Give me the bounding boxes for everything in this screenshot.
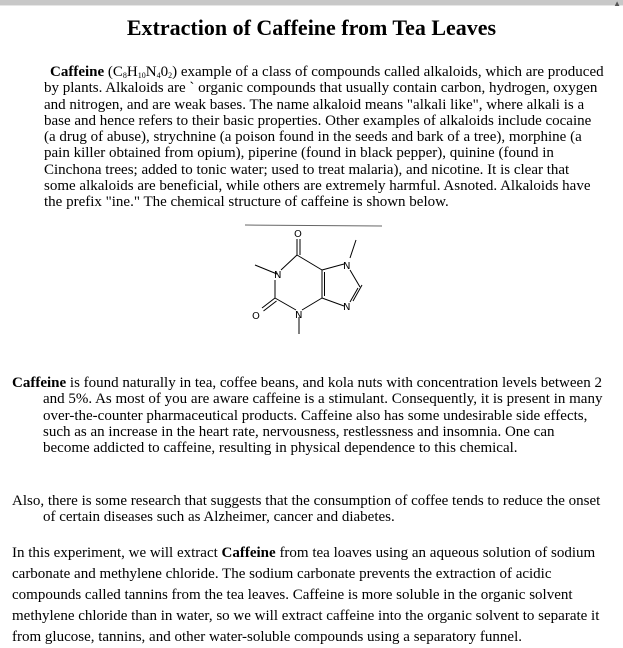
atom-o-top: O	[294, 229, 302, 240]
intro-bold-term: Caffeine	[50, 64, 105, 80]
para4-before: In this experiment, we will extract	[12, 545, 222, 561]
structure-top-rule	[245, 225, 382, 226]
intro-text: example of a class of compounds called alkaloids, which are produced by plants. Alkaloids are ` organic compounds that usually contain carbon, hydrogen, oxygen and nitrogen, and are weak bases. The name alkaloid means "alkali like", where alkali is a base and hence refers to their basic properties. Other examples of alkaloids include cocaine (a drug of abuse), strychnine (a poison found in the seeds and bark of a tree), morphine (a pain killer obtained from opium), piperine (found in black pepper), quinine (found in Cinchona trees; added to tonic water; used to treat malaria), and nicotine. It is clear that some alkaloids are beneficial, while others are extremely harmful. Asnoted. Alkaloids have the prefix "ine." The chemical structure of caffeine is shown below.	[44, 64, 604, 211]
para4-bold-term: Caffeine	[221, 545, 276, 561]
research-paragraph: Also, there is some research that suggests that the consumption of coffee tends to reduce the onset of certain diseases such as Alzheimer, cancer and diabetes.	[12, 493, 601, 526]
atom-n9: N	[343, 302, 351, 313]
scroll-up-arrow-icon[interactable]: ▲	[613, 0, 621, 8]
atom-n1: N	[274, 270, 282, 281]
para2-bold-term: Caffeine	[12, 375, 67, 391]
atom-n3: N	[295, 310, 303, 321]
para2-text: is found naturally in tea, coffee beans, and kola nuts with concentration levels between 2 and 5%. As most of you are aware caffeine is a stimulant. Consequently, it is present in many over-the-counter pharmaceutical products. Caffeine also has some undesirable side effects, such as an increase in the heart rate, nervousness, restlessness and insomnia. One can become addicted to caffeine, resulting in physical dependence to this chemical.	[43, 375, 603, 457]
intro-paragraph	[44, 64, 604, 211]
natural-sources-paragraph	[12, 375, 604, 456]
caffeine-structure-diagram	[240, 222, 390, 340]
atom-n7: N	[343, 261, 351, 272]
top-toolbar-border	[0, 5, 623, 6]
experiment-paragraph	[12, 543, 618, 648]
atom-o-left: O	[252, 311, 260, 322]
page-title: Extraction of Caffeine from Tea Leaves	[126, 15, 497, 40]
formula: $(C_8H_{10}N_40_2)$	[104, 64, 178, 80]
para4-after: from tea loaves using an aqueous solution of sodium carbonate and methylene chloride. The sodium carbonate prevents the extraction of acidic compounds called tannins from the tea leaves. Caffeine is more soluble in the organic solvent methylene chloride than in water, so we will extract caffeine into the organic solvent to separate it from glucose, tannins, and other water-soluble compounds using a separatory funnel.	[12, 545, 600, 645]
